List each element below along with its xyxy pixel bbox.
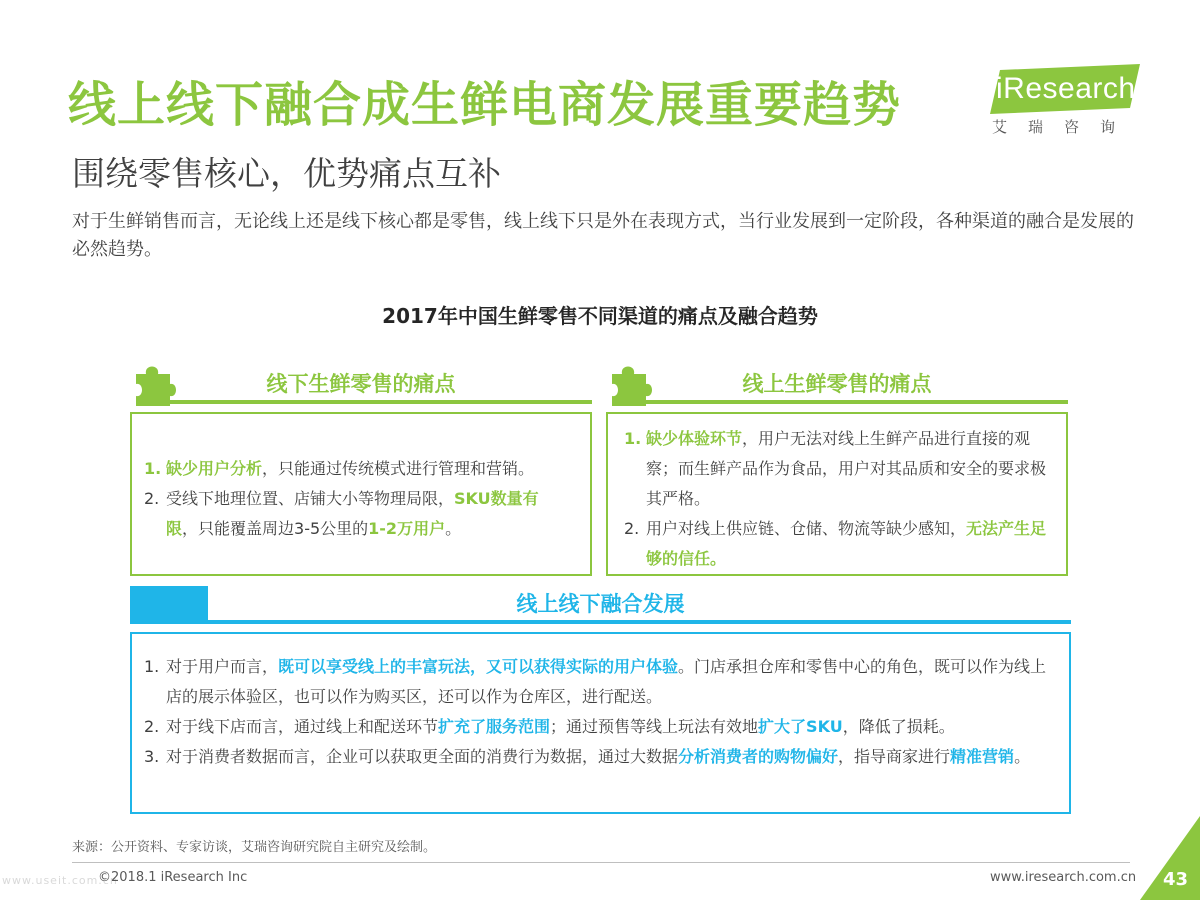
fusion-header-underline [130, 620, 1071, 624]
footer-divider [72, 862, 1130, 863]
fusion-panel [130, 632, 1071, 814]
logo-chinese: 艾瑞咨询 [992, 118, 1137, 136]
copyright: ©2018.1 iResearch Inc [98, 870, 248, 885]
offline-panel-header [130, 360, 592, 410]
intro-paragraph: 对于生鲜销售而言，无论线上还是线下核心都是零售，线上线下只是外在表现方式，当行业发展到一定阶段，各种渠道的融合是发展的必然趋势。 [72, 211, 1134, 260]
offline-pain-panel [130, 412, 592, 576]
list-item: 3. 对于消费者数据而言，企业可以获取更全面的消费行为数据，通过大数据分析消费者的购物偏好，指导商家进行精准营销。 [144, 747, 1031, 766]
website-link[interactable]: www.iresearch.com.cn [990, 870, 1137, 885]
page-subtitle: 围绕零售核心，优势痛点互补 [72, 154, 501, 193]
page-number: 43 [1162, 869, 1188, 890]
header-underline [614, 400, 1068, 404]
list-item: 1. 缺少用户分析，只能通过传统模式进行管理和营销。 [144, 459, 535, 478]
fusion-panel-label: 线上线下融合发展 [516, 592, 685, 616]
list-item: 2. 对于线下店而言，通过线上和配送环节扩充了服务范围；通过预售等线上玩法有效地扩大了SKU，降低了损耗。 [144, 717, 955, 736]
source-note: 来源：公开资料、专家访谈，艾瑞咨询研究院自主研究及绘制。 [72, 840, 437, 855]
header-underline [138, 400, 592, 404]
list-item: 2. 用户对线上供应链、仓储、物流等缺少感知，无法产生足够的信任。 [624, 519, 1047, 568]
watermark: www.useit.com.cn [2, 874, 118, 887]
offline-panel-label: 线下生鲜零售的痛点 [266, 372, 456, 396]
chart-title: 2017年中国生鲜零售不同渠道的痛点及融合趋势 [382, 304, 818, 328]
online-panel-header [606, 360, 1068, 410]
list-item: 1. 缺少体验环节，用户无法对线上生鲜产品进行直接的观察；而生鲜产品作为食品，用户对其品质和安全的要求极其严格。 [624, 429, 1047, 508]
list-item: 1. 对于用户而言，既可以享受线上的丰富玩法，又可以获得实际的用户体验。门店承担仓库和零售中心的角色，既可以作为线上店的展示体验区，也可以作为购买区，还可以作为仓库区，进行配送。 [144, 657, 1047, 706]
logo-text: iResearch [996, 72, 1136, 105]
page-title: 线上线下融合成生鲜电商发展重要趋势 [68, 77, 902, 133]
online-pain-panel [606, 412, 1068, 576]
online-panel-label: 线上生鲜零售的痛点 [742, 372, 932, 396]
list-item: 2. 受线下地理位置、店铺大小等物理局限，SKU数量有限，只能覆盖周边3-5公里的1-2万用户。 [144, 489, 539, 538]
iresearch-logo [990, 62, 1140, 138]
